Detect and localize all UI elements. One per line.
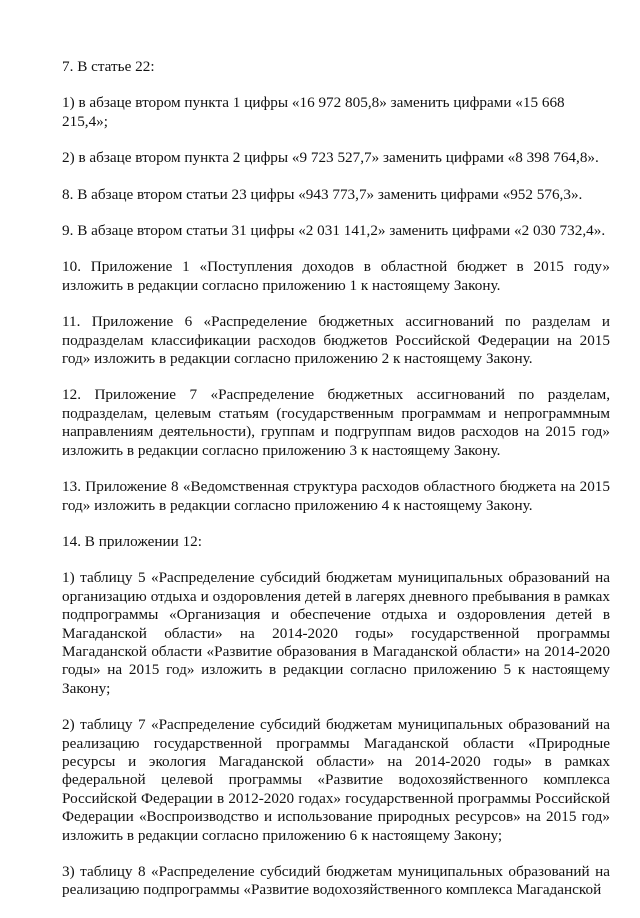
paragraph-article-7-item-2: 2) в абзаце втором пункта 2 цифры «9 723 527,7» заменить цифрами «8 398 764,8». bbox=[62, 149, 599, 167]
paragraph-article-14: 14. В приложении 12: bbox=[62, 532, 202, 550]
paragraph-article-12: 12. Приложение 7 «Распределение бюджетных ассигнований по разделам, подразделам, целевым статьям (государственным программам и непрограммным направлениям деятельности), группам и подгруппам видов расходов на 2015 год» изложить в редакции согласно приложению 3 к настоящему Закону. bbox=[62, 386, 610, 459]
paragraph-article-10: 10. Приложение 1 «Поступления доходов в областной бюджет в 2015 году» изложить в редакции согласно приложению 1 к настоящему Закону. bbox=[62, 258, 610, 294]
paragraph-article-8: 8. В абзаце втором статьи 23 цифры «943 773,7» заменить цифрами «952 576,3». bbox=[62, 185, 583, 203]
paragraph-article-13: 13. Приложение 8 «Ведомственная структура расходов областного бюджета на 2015 год» изложить в редакции согласно приложению 4 к настоящему Закону. bbox=[62, 478, 610, 514]
paragraph-article-14-item-1: 1) таблицу 5 «Распределение субсидий бюджетам муниципальных образований на организацию отдыха и оздоровления детей в лагерях дневного пребывания в рамках подпрограммы «Организация и обеспечение отдыха и оздоровления детей в Магаданской области» на 2014-2020 годы» государственной программы Магаданской области «Развитие образования в Магаданской области» на 2014-2020 годы» на 2015 год» изложить в редакции согласно приложению 5 к настоящему Закону; bbox=[62, 569, 610, 697]
paragraph-article-7: 7. В статье 22: bbox=[62, 58, 155, 75]
paragraph-article-14-item-2: 2) таблицу 7 «Распределение субсидий бюджетам муниципальных образований на реализацию государственной программы Магаданской области «Природные ресурсы и экология Магаданской области» на 2014-2020 годы» в рамках федеральной целевой программы «Развитие водохозяйственного комплекса Российской Федерации в 2012-2020 годах» государственной программы Российской Федерации «Воспроизводство и использование природных ресурсов» на 2015 год» изложить в редакции согласно приложению 6 к настоящему Закону; bbox=[62, 716, 610, 844]
paragraph-article-14-item-3: 3) таблицу 8 «Распределение субсидий бюджетам муниципальных образований на реализацию подпрограммы «Развитие водохозяйственного комплекса Магаданской bbox=[62, 863, 610, 899]
document-page bbox=[62, 58, 610, 918]
paragraph-article-7-item-1: 1) в абзаце втором пункта 1 цифры «16 972 805,8» заменить цифрами «15 668 215,4»; bbox=[62, 94, 565, 130]
paragraph-article-9: 9. В абзаце втором статьи 31 цифры «2 031 141,2» заменить цифрами «2 030 732,4». bbox=[62, 222, 606, 240]
paragraph-article-11: 11. Приложение 6 «Распределение бюджетных ассигнований по разделам и подразделам классификации расходов бюджетов Российской Федерации на 2015 год» изложить в редакции согласно приложению 2 к настоящему Закону. bbox=[62, 313, 610, 368]
